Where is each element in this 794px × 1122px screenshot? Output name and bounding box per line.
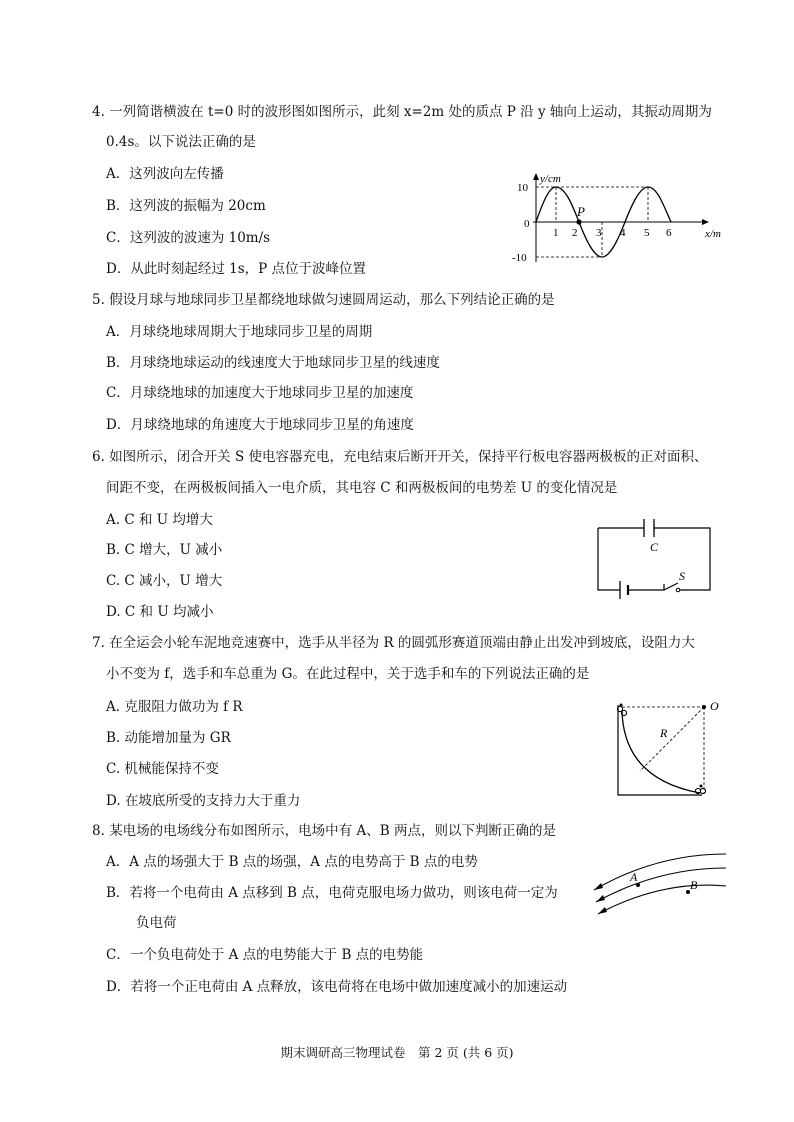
q5-option-c: C．月球绕地球的加速度大于地球同步卫星的加速度 — [106, 385, 414, 401]
q8-option-b: B．若将一个电荷由 A 点移到 B 点，电荷克服电场力做功，则该电荷一定为 — [106, 885, 558, 901]
y-tick-0: 0 — [524, 218, 530, 230]
point-p-marker — [576, 219, 581, 224]
arc-track — [622, 711, 700, 793]
q5-option-b: B．月球绕地球运动的线速度大于地球同步卫星的线速度 — [106, 355, 440, 371]
electric-field-figure — [582, 848, 730, 926]
q5-stem-line-1: 5. 假设月球与地球同步卫星都绕地球做匀速圆周运动，那么下列结论正确的是 — [92, 292, 555, 308]
q8-option-b-continued: 负电荷 — [136, 915, 177, 931]
switch-lever — [664, 583, 678, 590]
y-axis-label: y/cm — [540, 173, 561, 185]
q7-option-d: D. 在坡底所受的支持力大于重力 — [106, 793, 301, 809]
radius-label: R — [660, 726, 668, 740]
q7-stem-line-1: 7. 在全运会小轮车泥地竞速赛中，选手从半径为 R 的圆弧形赛道顶端由静止出发冲到坡底，设阻力大 — [92, 635, 695, 651]
q7-option-b: B. 动能增加量为 GR — [106, 730, 231, 746]
q4-option-c: C．这列波的波速为 10m/s — [106, 230, 271, 246]
field-line-3 — [598, 885, 726, 914]
page-footer: 期末调研高三物理试卷 第 2 页 (共 6 页) — [280, 1045, 514, 1060]
q4-option-a: A．这列波向左传播 — [106, 166, 224, 182]
q8-option-c: C．一个负电荷处于 A 点的电势能大于 B 点的电势能 — [106, 947, 424, 963]
q6-option-a: A. C 和 U 均增大 — [106, 512, 213, 528]
x-tick-4: 4 — [620, 227, 626, 239]
center-label: O — [710, 699, 719, 713]
q4-option-d: D．从此时刻起经过 1s，P 点位于波峰位置 — [106, 261, 367, 277]
bike-top-icon — [617, 704, 626, 716]
point-a-label: A — [630, 870, 638, 884]
x-axis-label: x/m — [705, 228, 721, 240]
x-tick-6: 6 — [666, 227, 672, 239]
arrow-3-icon — [598, 907, 607, 914]
q7-option-a: A. 克服阻力做功为 f R — [106, 699, 243, 715]
arrow-1-icon — [594, 883, 603, 890]
q6-option-d: D. C 和 U 均减小 — [106, 604, 214, 620]
capacitor-label: C — [650, 540, 659, 554]
q6-option-c: C. C 减小，U 增大 — [106, 573, 223, 589]
y-tick-minus-10: -10 — [512, 252, 527, 264]
q4-option-b: B．这列波的振幅为 20cm — [106, 198, 266, 214]
q5-option-a: A．月球绕地球周期大于地球同步卫星的周期 — [106, 324, 373, 340]
q6-stem-line-2: 间距不变，在两极板间插入一电介质，其电容 C 和两极板间的电势差 U 的变化情况是 — [106, 480, 618, 496]
x-tick-2: 2 — [572, 227, 578, 239]
x-tick-5: 5 — [644, 227, 650, 239]
point-p-label: P — [577, 204, 585, 219]
q7-option-c: C. 机械能保持不变 — [106, 761, 219, 777]
capacitor-circuit-figure — [594, 515, 719, 601]
point-b-label: B — [690, 878, 698, 892]
q4-stem-line-2: 0.4s。以下说法正确的是 — [106, 134, 256, 150]
q8-option-a: A．A 点的场强大于 B 点的场强，A 点的电势高于 B 点的电势 — [106, 854, 478, 870]
q6-stem-line-1: 6. 如图所示，闭合开关 S 使电容器充电，充电结束后断开开关，保持平行板电容器两极板的正对面积、 — [92, 449, 708, 465]
q4-stem-line-1: 4. 一列简谐横波在 t=0 时的波形图如图所示，此刻 x=2m 处的质点 P 沿 y 轴向上运动，其振动周期为 — [92, 104, 712, 120]
q8-stem-line-1: 8. 某电场的电场线分布如图所示，电场中有 A、B 两点，则以下判断正确的是 — [92, 823, 556, 839]
q5-option-d: D．月球绕地球的角速度大于地球同步卫星的角速度 — [106, 417, 414, 433]
x-tick-3: 3 — [596, 227, 602, 239]
y-tick-10: 10 — [517, 182, 528, 194]
x-tick-1: 1 — [553, 227, 559, 239]
q7-stem-line-2: 小不变为 f，选手和车总重为 G。在此过程中，关于选手和车的下列说法正确的是 — [106, 666, 590, 682]
q8-option-d: D．若将一个正电荷由 A 点释放，该电荷将在电场中做加速度减小的加速运动 — [106, 979, 568, 995]
q6-option-b: B. C 增大，U 减小 — [106, 542, 223, 558]
radius-line — [640, 707, 704, 771]
wave-graph-figure — [505, 170, 730, 270]
switch-label: S — [679, 569, 685, 583]
center-point — [702, 705, 706, 709]
circular-track-figure — [612, 697, 728, 803]
arrow-2-icon — [596, 895, 605, 902]
